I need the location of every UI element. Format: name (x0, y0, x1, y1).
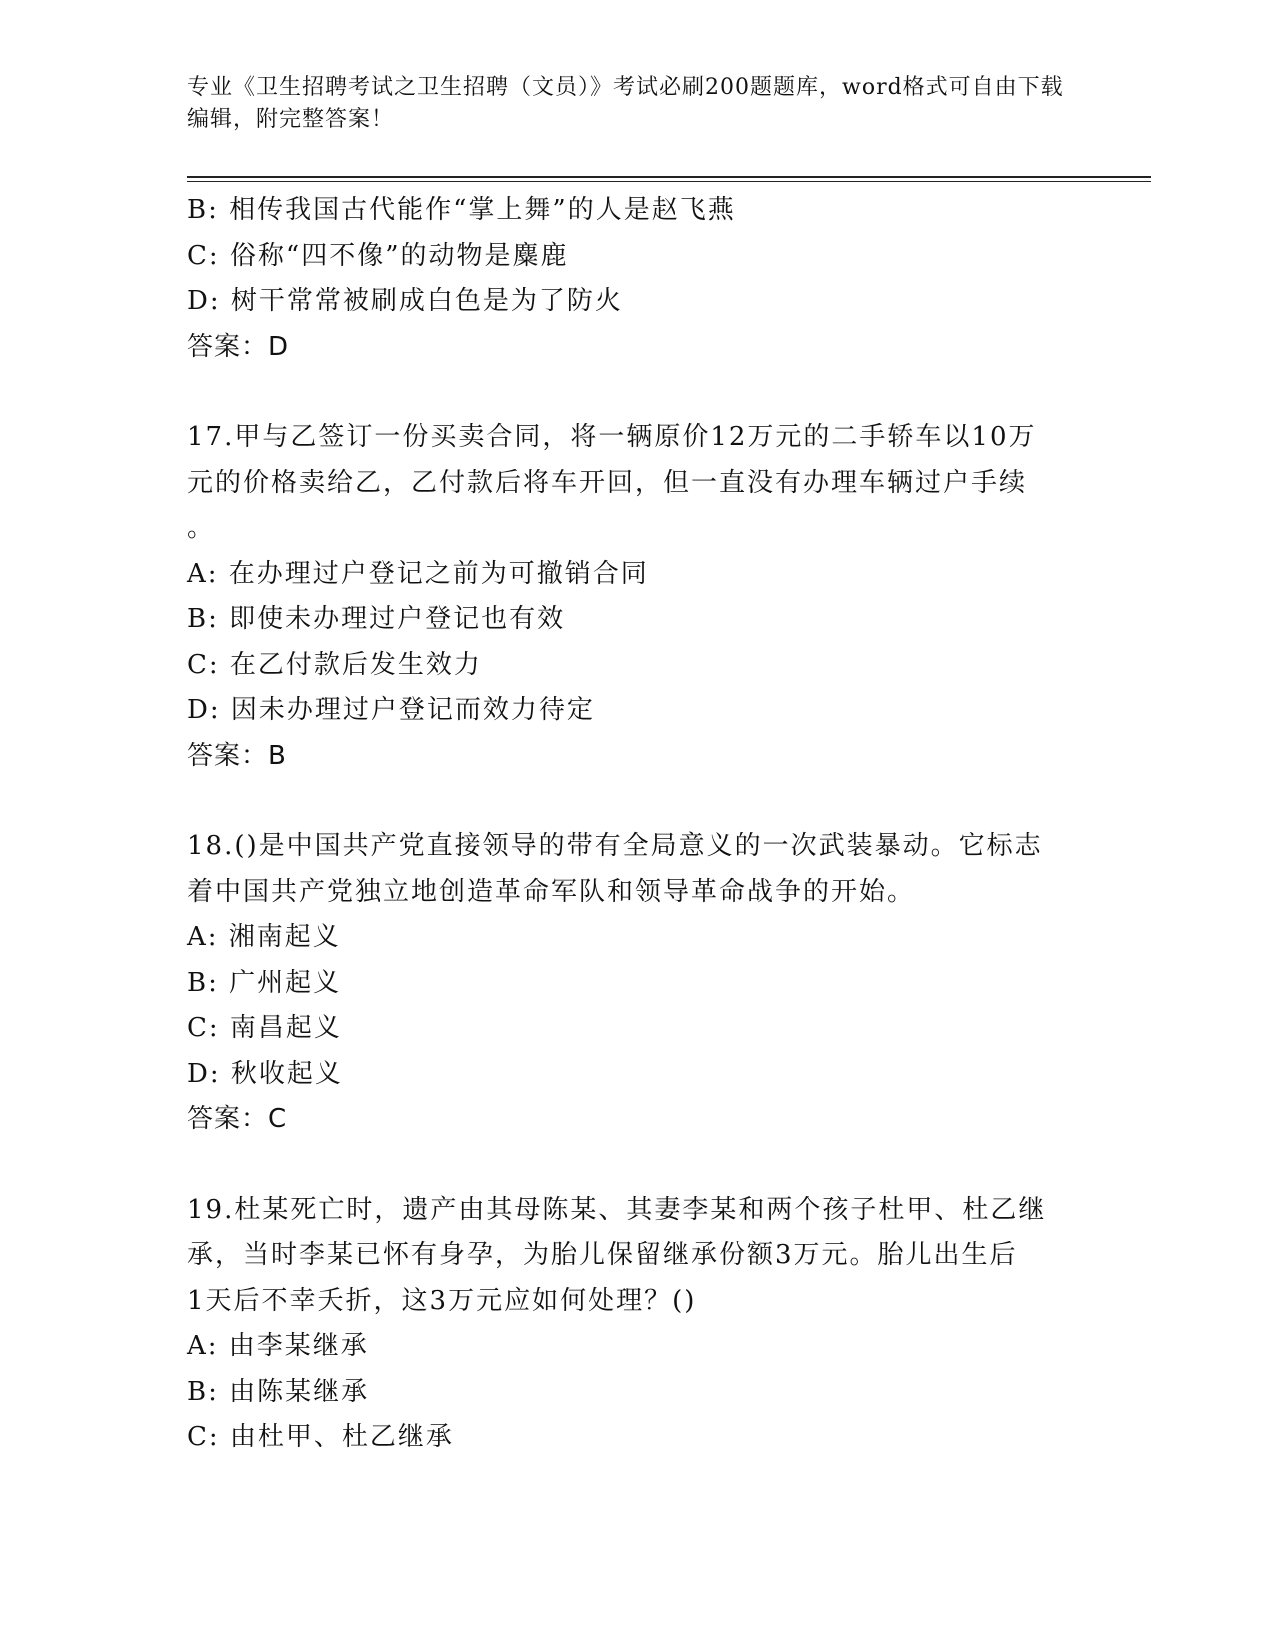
option-d: D: 因未办理过户登记而效力待定 (187, 695, 595, 725)
answer-line: 答案：B (187, 740, 287, 771)
option-b: B: 由陈某继承 (187, 1376, 370, 1407)
option-d: D: 树干常常被刷成白色是为了防火 (187, 286, 623, 316)
question-18 (187, 824, 1087, 1143)
option-a: A: 在办理过户登记之前为可撤销合同 (187, 558, 649, 589)
option-c: C: 俗称“四不像”的动物是麋鹿 (187, 240, 569, 271)
question-19 (187, 1188, 1087, 1461)
question-text-line: 17.甲与乙签订一份买卖合同，将一辆原价12万元的二手轿车以10万 (187, 422, 1037, 452)
option-a: A: 湘南起义 (187, 922, 341, 952)
option-d: D: 秋收起义 (187, 1058, 343, 1089)
question-text-line: 18.()是中国共产党直接领导的带有全局意义的一次武装暴动。它标志 (187, 831, 1043, 861)
question-list (187, 188, 1087, 1461)
option-b: B: 相传我国古代能作“掌上舞”的人是赵飞燕 (187, 195, 736, 225)
header-title: 专业《卫生招聘考试之卫生招聘（文员）》考试必刷200题题库，word格式可自由下载编辑，附完整答案！ (187, 75, 1064, 132)
document-header (187, 72, 1067, 136)
answer-line: 答案：C (187, 1104, 288, 1134)
question-text-line: 。 (187, 513, 216, 543)
question-text-line: 19.杜某死亡时，遗产由其母陈某、其妻李某和两个孩子杜甲、杜乙继 (187, 1194, 1047, 1225)
question-gap (187, 779, 1087, 824)
option-c: C: 南昌起义 (187, 1013, 342, 1043)
header-divider-thick (187, 176, 1151, 178)
question-gap (187, 370, 1087, 415)
option-c: C: 由杜甲、杜乙继承 (187, 1422, 454, 1452)
option-a: A: 由李某继承 (187, 1331, 369, 1361)
question-16-continued (187, 188, 1087, 370)
header-divider-thin (187, 181, 1151, 182)
option-b: B: 广州起义 (187, 967, 342, 998)
answer-line: 答案：D (187, 331, 290, 362)
question-text-line: 承，当时李某已怀有身孕，为胎儿保留继承份额3万元。胎儿出生后 (187, 1240, 1018, 1270)
question-text-line: 着中国共产党独立地创造革命军队和领导革命战争的开始。 (187, 876, 916, 907)
option-b: B: 即使未办理过户登记也有效 (187, 604, 566, 634)
question-text-line: 元的价格卖给乙，乙付款后将车开回，但一直没有办理车辆过户手续 (187, 467, 1028, 498)
option-c: C: 在乙付款后发生效力 (187, 649, 482, 680)
question-text-line: 1天后不幸夭折，这3万元应如何处理？() (187, 1285, 697, 1316)
question-gap (187, 1143, 1087, 1188)
question-17 (187, 415, 1087, 779)
